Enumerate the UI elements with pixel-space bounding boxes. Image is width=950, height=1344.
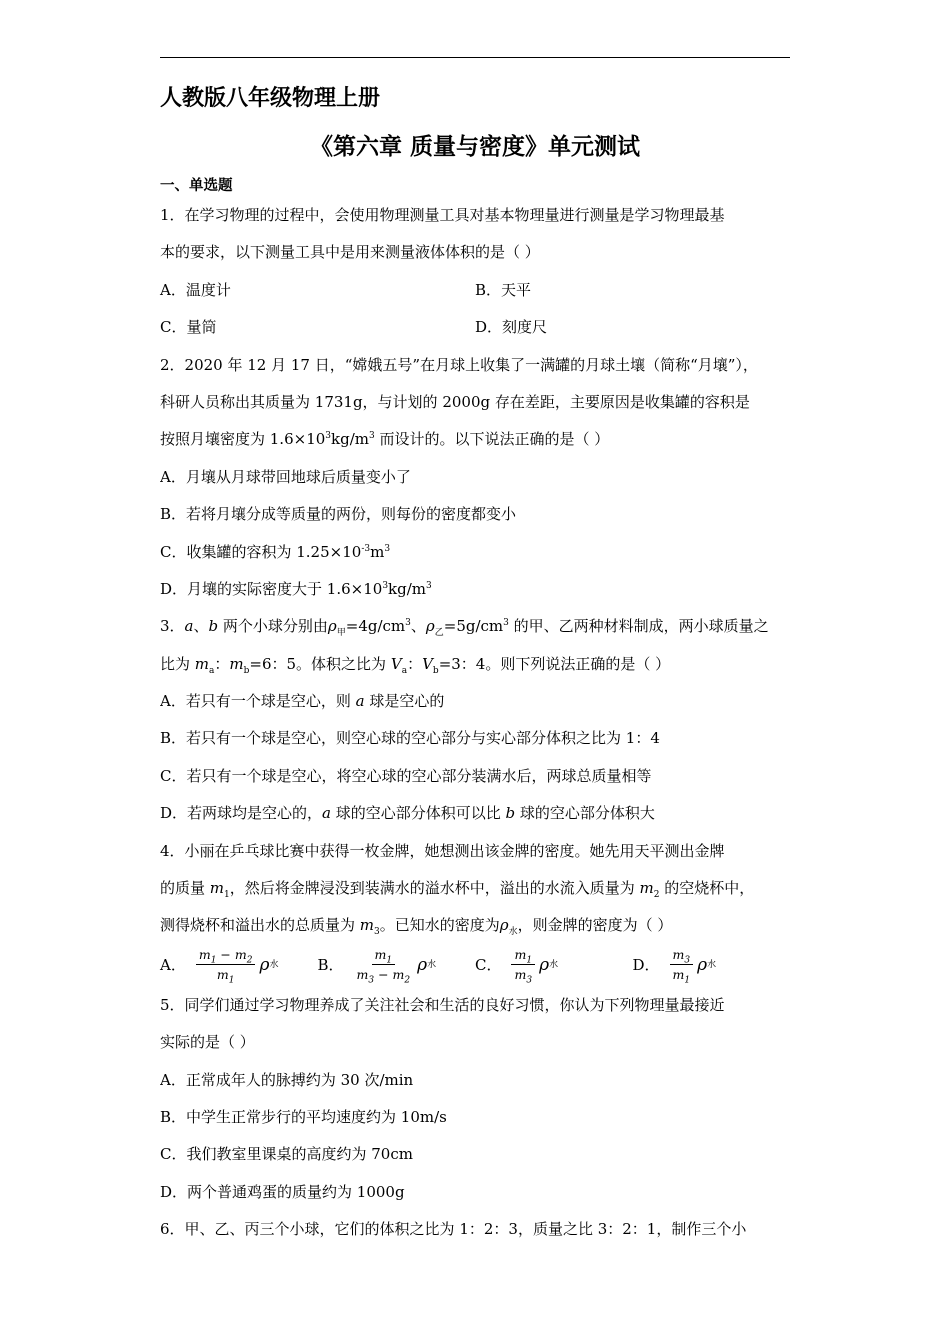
- q5-option-b: B．中学生正常步行的平均速度约为 10m/s: [160, 1107, 447, 1126]
- q5-option-d: D．两个普通鸡蛋的质量约为 1000g: [160, 1182, 405, 1201]
- q1-option-b: B．天平: [475, 280, 532, 299]
- q2-option-d: D．月壤的实际密度大于 $1.6\times 10^3kg/m^3$: [160, 579, 432, 598]
- q4-option-a: A． $\frac{m_1 - m_2}{m_1}$ ρ 水: [160, 947, 279, 986]
- q4-stem-line1: 4．小丽在乒乓球比赛中获得一枚金牌，她想测出该金牌的密度。她先用天平测出金牌: [160, 841, 725, 860]
- q2-stem-line1: 2．2020 年 12 月 17 日，“嫦娥五号”在月球上收集了一满罐的月球土壤（简称“月壤”），: [160, 355, 758, 374]
- q2-option-b: B．若将月壤分成等质量的两份，则每份的密度都变小: [160, 505, 517, 524]
- q1-option-d: D．刻度尺: [475, 318, 548, 337]
- q2-stem-line3: 按照月壤密度为 $1.6\times 10^3kg/m^3$ 而设计的。以下说法正确的是（ ）: [160, 430, 610, 449]
- q1-options-row1: [160, 272, 790, 309]
- unit-title: 《第六章 质量与密度》单元测试: [309, 134, 640, 160]
- q4-option-c-fraction: $\frac{m_1}{m_3}$: [511, 947, 535, 982]
- q4-stem-line3: 测得烧杯和溢出水的总质量为 $m_3$。已知水的密度为$\rho_水$，则金牌的密度为（ ）: [160, 916, 673, 938]
- q1-options-row2: [160, 309, 790, 346]
- q6-stem-line1: 6．甲、乙、丙三个小球，它们的体积之比为 1：2：3，质量之比 3：2：1，制作三个小: [160, 1220, 747, 1239]
- q3-option-d: D．若两球均是空心的，a 球的空心部分体积可以比 b 球的空心部分体积大: [160, 804, 655, 823]
- q4-option-d: D． $\frac{m_3}{m_1}$ ρ 水: [632, 947, 717, 986]
- q4-option-d-fraction: $\frac{m_3}{m_1}$: [670, 947, 694, 982]
- question-list: [160, 197, 790, 1249]
- q3-stem-line1: 3．a、b 两个小球分别由$\rho_甲=4g/cm^3$、$\rho_乙=5g/cm^3$ 的甲、乙两种材料制成，两小球质量之: [160, 617, 769, 639]
- q3-option-c: C．若只有一个球是空心，将空心球的空心部分装满水后，两球总质量相等: [160, 766, 652, 785]
- q3-option-b: B．若只有一个球是空心，则空心球的空心部分与实心部分体积之比为 1：4: [160, 729, 660, 748]
- q4-options-row: [160, 943, 790, 987]
- q5-option-a: A．正常成年人的脉搏约为 30 次/min: [160, 1070, 414, 1089]
- section-heading: 一、单选题: [160, 178, 233, 194]
- book-title: 人教版八年级物理上册: [160, 86, 381, 111]
- q3-stem-line2: 比为 $m_a$：$m_b=6$：5。体积之比为 $V_a$：$V_b=3$：4。则下列说法正确的是（ ）: [160, 654, 671, 676]
- q4-stem-line2: 的质量 $m_1$，然后将金牌浸没到装满水的溢水杯中，溢出的水流入质量为 $m_2$ 的空烧杯中，: [160, 879, 755, 901]
- q2-stem-line2: 科研人员称出其质量为 1731g，与计划的 2000g 存在差距，主要原因是收集罐的容积是: [160, 392, 750, 411]
- q5-option-c: C．我们教室里课桌的高度约为 70cm: [160, 1145, 413, 1164]
- q4-option-b: B． $\frac{m_1}{m_3 - m_2}$ ρ 水: [317, 947, 437, 986]
- q2-option-a: A．月壤从月球带回地球后质量变小了: [160, 467, 411, 486]
- q3-option-a: A．若只有一个球是空心，则 a 球是空心的: [160, 692, 445, 711]
- q5-stem-line1: 5．同学们通过学习物理养成了关注社会和生活的良好习惯，你认为下列物理量最接近: [160, 995, 725, 1014]
- q1-stem-line2: 本的要求，以下测量工具中是用来测量液体体积的是（ ）: [160, 243, 540, 262]
- q5-stem-line2: 实际的是（ ）: [160, 1033, 255, 1052]
- q4-option-c: C． $\frac{m_1}{m_3}$ ρ 水: [475, 947, 559, 986]
- q1-option-a: A．温度计: [160, 280, 231, 299]
- q1-option-c: C．量筒: [160, 318, 217, 337]
- q2-option-c: C．收集罐的容积为 $1.25\times 10^{-3}m^3$: [160, 542, 391, 561]
- q4-option-a-fraction: $\frac{m_1 - m_2}{m_1}$: [196, 947, 256, 982]
- header-rule: [160, 57, 790, 58]
- q4-option-b-fraction: $\frac{m_1}{m_3 - m_2}$: [356, 947, 411, 986]
- q1-stem-line1: 1．在学习物理的过程中，会使用物理测量工具对基本物理量进行测量是学习物理最基: [160, 206, 725, 224]
